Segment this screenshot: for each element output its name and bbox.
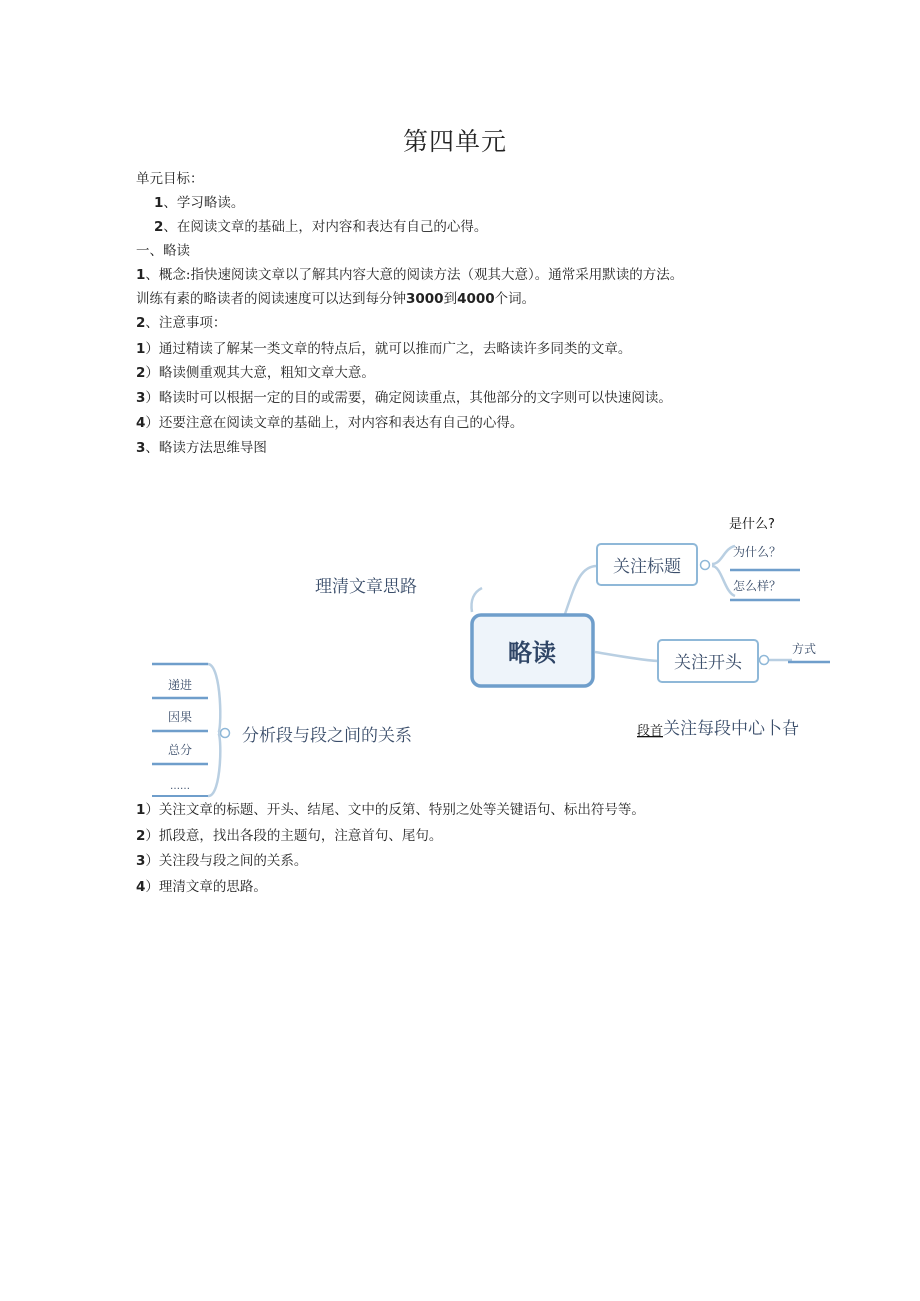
relation-cause: 因果: [167, 710, 193, 724]
center-node-label: 略读: [508, 639, 556, 667]
goals-heading: 单元目标：: [136, 171, 204, 187]
goal-text: 、在阅读文章的基础上，对内容和表达有自己的心得。: [163, 219, 488, 235]
note-text: ）通过精读了解某一类文章的特点后，就可以推而广之，去略读许多同类的文章。: [145, 341, 632, 357]
speed-n1: 3000: [406, 291, 444, 307]
collapse-dot: [221, 729, 230, 738]
opening-method: 方式: [792, 642, 817, 656]
branch-title-label: 关注标题: [613, 557, 681, 577]
note-text: ）略读时可以根据一定的目的或需要，确定阅读重点，其他部分的文字则可以快速阅读。: [145, 390, 672, 406]
mindmap-heading-number: 3: [136, 440, 146, 456]
question-how: 怎么样？: [733, 579, 782, 593]
collapse-dot: [760, 656, 769, 665]
goal-number: 1: [154, 195, 164, 211]
concept-text: 、概念:指快速阅读文章以了解其内容大意的阅读方法（观其大意）。通常采用默读的方法。: [145, 267, 684, 283]
speed-n2: 4000: [457, 291, 495, 307]
summary-item: [136, 852, 307, 870]
speed-post: 个词。: [494, 291, 536, 307]
summary-number: 1: [136, 802, 146, 818]
concept-number: 1: [136, 267, 146, 283]
connector-opening: [595, 652, 658, 661]
summary-item: [136, 801, 645, 819]
note-number: 1: [136, 341, 146, 357]
relation-general: 总分: [167, 743, 193, 757]
speed-mid: 到: [443, 291, 458, 307]
notes-number: 2: [136, 315, 146, 331]
connector-title: [565, 566, 597, 614]
note-number: 2: [136, 365, 146, 381]
relation-progressive: 递进: [167, 678, 193, 692]
note-text: ）略读侧重观其大意，粗知文章大意。: [145, 365, 375, 381]
section-heading: 一、略读: [136, 243, 190, 259]
summary-text: ）抓段意，找出各段的主题句，注意首句、尾句。: [145, 828, 443, 844]
question-what: 是什么?: [729, 517, 775, 532]
summary-text: ）关注段与段之间的关系。: [145, 853, 308, 869]
summary-text: ）理清文章的思路。: [145, 879, 267, 895]
paragraph-prefix: 段首: [637, 724, 664, 739]
collapse-dot: [701, 561, 710, 570]
connector-relation-bottom: [208, 733, 220, 796]
page-title: 第四单元: [402, 127, 507, 156]
summary-number: 3: [136, 853, 146, 869]
summary-number: 2: [136, 828, 146, 844]
goal-number: 2: [154, 219, 164, 235]
note-number: 4: [136, 415, 146, 431]
summary-text: ）关注文章的标题、开头、结尾、文中的反第、特别之处等关键语句、标出符号等。: [145, 802, 645, 818]
speed-pre: 训练有素的略读者的阅读速度可以达到每分钟: [136, 291, 406, 307]
summary-item: [136, 827, 442, 845]
note-number: 3: [136, 390, 146, 406]
goal-text: 、学习略读。: [163, 195, 245, 211]
notes-heading-text: 、注意事项：: [145, 315, 227, 331]
branch-relation-label: 分析段与段之间的关系: [242, 726, 412, 746]
question-why: 为什么？: [733, 545, 782, 559]
summary-item: [136, 878, 267, 896]
branch-paragraph-label: 关注每段中心卜旮: [663, 719, 799, 739]
branch-opening-label: 关注开头: [674, 653, 742, 673]
connector-clarify: [471, 588, 482, 612]
summary-number: 4: [136, 879, 146, 895]
connector-q2: [712, 546, 735, 564]
relation-etc: ……: [170, 781, 190, 792]
branch-clarify-label: 理清文章思路: [315, 577, 417, 597]
connector-relation-top: [208, 664, 220, 733]
note-text: ）还要注意在阅读文章的基础上，对内容和表达有自己的心得。: [145, 415, 524, 431]
mindmap-heading-text: 、略读方法思维导图: [145, 440, 267, 456]
